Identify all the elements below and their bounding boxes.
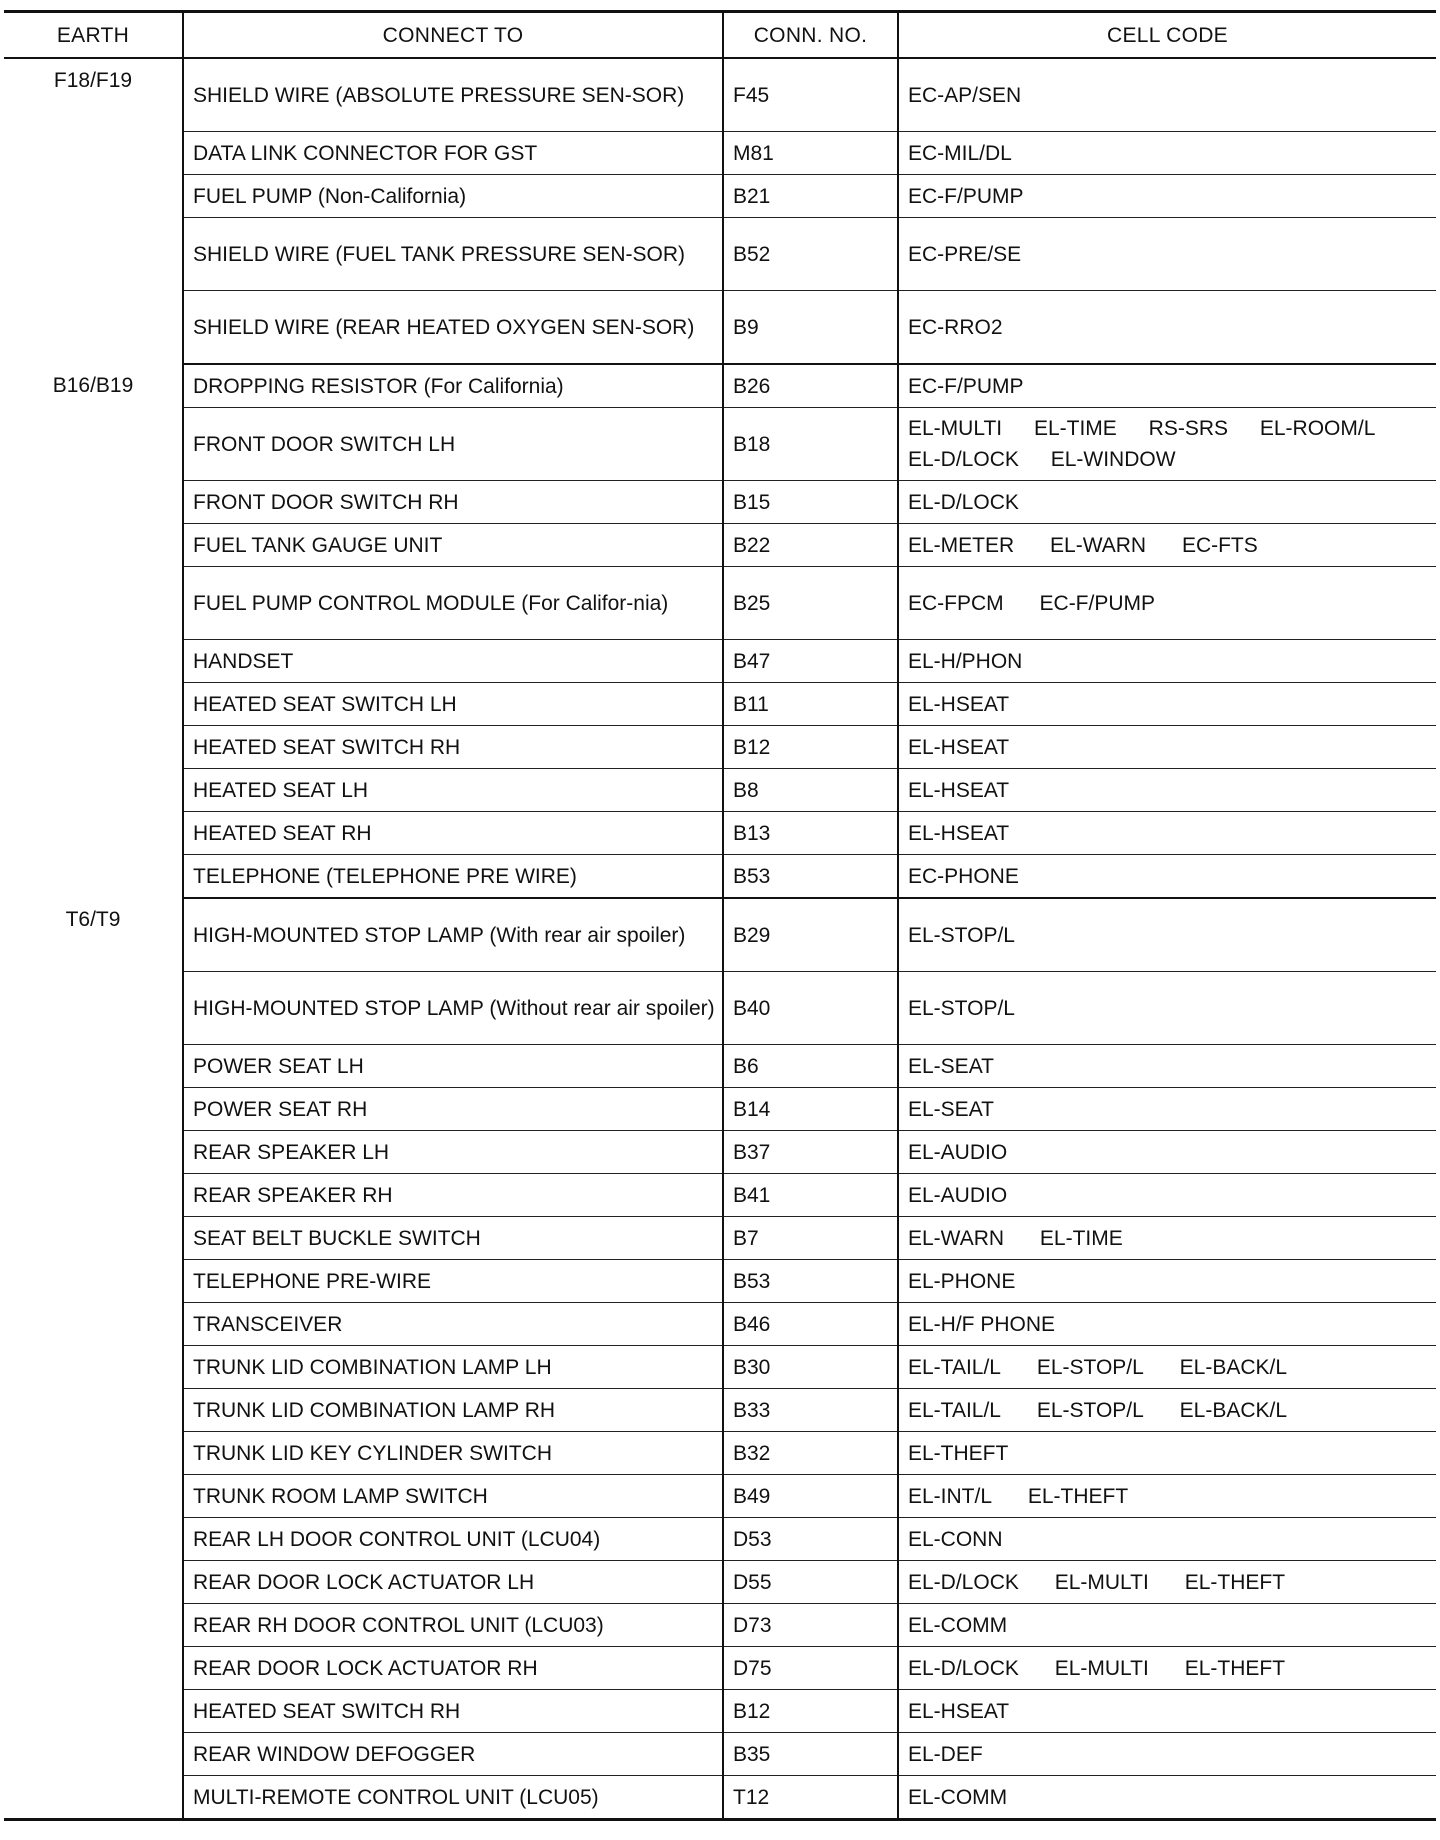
connect-to-cell: FUEL PUMP CONTROL MODULE (For Califor-nia) (183, 567, 723, 640)
cell-code: EL-HSEAT (908, 735, 1010, 759)
conn-no-cell: B18 (723, 408, 898, 481)
conn-no-cell: M81 (723, 132, 898, 175)
connect-to-cell: HEATED SEAT SWITCH RH (183, 726, 723, 769)
cell-code-cell (898, 1518, 1436, 1561)
table-row (4, 898, 1436, 972)
cell-code: EL-HSEAT (908, 692, 1010, 716)
cell-code: EL-INT/L (908, 1484, 993, 1508)
conn-no-cell: B8 (723, 769, 898, 812)
conn-no-cell: B11 (723, 683, 898, 726)
connect-to-cell: TRUNK ROOM LAMP SWITCH (183, 1475, 723, 1518)
cell-code-cell (898, 726, 1436, 769)
connect-to-cell: TRUNK LID KEY CYLINDER SWITCH (183, 1432, 723, 1475)
table-row (4, 524, 1436, 567)
conn-no-cell: B15 (723, 481, 898, 524)
table-row (4, 1561, 1436, 1604)
cell-code-cell (898, 1217, 1436, 1260)
earth-connector-document (4, 10, 1440, 1821)
conn-no-cell: B14 (723, 1088, 898, 1131)
cell-code-cell (898, 898, 1436, 972)
connect-to-cell: HEATED SEAT SWITCH LH (183, 683, 723, 726)
connect-to-cell: TRUNK LID COMBINATION LAMP LH (183, 1346, 723, 1389)
connect-to-cell: REAR DOOR LOCK ACTUATOR LH (183, 1561, 723, 1604)
cell-code-cell (898, 855, 1436, 899)
conn-no-cell: B12 (723, 1690, 898, 1733)
cell-code-cell (898, 1303, 1436, 1346)
cell-code-cell (898, 1346, 1436, 1389)
cell-code: EL-ROOM/L (1259, 417, 1376, 440)
cell-code: EL-D/LOCK (908, 1656, 1019, 1680)
conn-no-cell: B53 (723, 855, 898, 899)
conn-no-cell: B40 (723, 972, 898, 1045)
table-row (4, 812, 1436, 855)
connect-to-cell: REAR RH DOOR CONTROL UNIT (LCU03) (183, 1604, 723, 1647)
connect-to-cell: TELEPHONE (TELEPHONE PRE WIRE) (183, 855, 723, 899)
conn-no-cell: D75 (723, 1647, 898, 1690)
cell-code-cell (898, 132, 1436, 175)
cell-code: EL-DEF (908, 1742, 983, 1766)
conn-no-cell: B21 (723, 175, 898, 218)
cell-code: EC-MIL/DL (908, 141, 1012, 165)
table-row (4, 218, 1436, 291)
conn-no-cell: B46 (723, 1303, 898, 1346)
table-header (4, 12, 1436, 59)
cell-code: EL-D/LOCK (908, 490, 1019, 514)
cell-code: EL-TAIL/L (908, 1355, 1001, 1379)
cell-code-cell (898, 1647, 1436, 1690)
table-row (4, 683, 1436, 726)
cell-code: EL-THEFT (1027, 1484, 1129, 1508)
cell-code: EL-THEFT (908, 1441, 1009, 1465)
cell-code: EC-F/PUMP (908, 184, 1024, 208)
conn-no-cell: B25 (723, 567, 898, 640)
connect-to-cell: SHIELD WIRE (FUEL TANK PRESSURE SEN-SOR) (183, 218, 723, 291)
connect-to-cell: FRONT DOOR SWITCH LH (183, 408, 723, 481)
table-row (4, 1131, 1436, 1174)
connect-to-cell: REAR WINDOW DEFOGGER (183, 1733, 723, 1776)
cell-code-cell (898, 524, 1436, 567)
connect-to-cell: FRONT DOOR SWITCH RH (183, 481, 723, 524)
cell-code: EL-SEAT (908, 1054, 994, 1078)
cell-code: EL-STOP/L (1036, 1398, 1144, 1422)
table-row (4, 726, 1436, 769)
connect-to-cell: SHIELD WIRE (ABSOLUTE PRESSURE SEN-SOR) (183, 58, 723, 132)
connect-to-cell: HIGH-MOUNTED STOP LAMP (With rear air spoiler) (183, 898, 723, 972)
cell-code-cell (898, 1432, 1436, 1475)
connect-to-cell: FUEL TANK GAUGE UNIT (183, 524, 723, 567)
connect-to-cell: POWER SEAT LH (183, 1045, 723, 1088)
connect-to-cell: DROPPING RESISTOR (For California) (183, 364, 723, 408)
table-row (4, 1045, 1436, 1088)
cell-code: EC-AP/SEN (908, 83, 1022, 107)
cell-code: EL-AUDIO (908, 1183, 1008, 1207)
conn-no-cell: B30 (723, 1346, 898, 1389)
table-row (4, 175, 1436, 218)
table-row (4, 1217, 1436, 1260)
earth-point-cell: T6/T9 (4, 898, 183, 1820)
cell-code-cell (898, 1131, 1436, 1174)
table-body (4, 58, 1436, 1820)
table-row (4, 1690, 1436, 1733)
cell-code-cell (898, 364, 1436, 408)
conn-no-cell: B33 (723, 1389, 898, 1432)
header-row (4, 12, 1436, 59)
cell-code-cell (898, 567, 1436, 640)
cell-code-cell (898, 683, 1436, 726)
conn-no-cell: B6 (723, 1045, 898, 1088)
cell-code: EL-HSEAT (908, 821, 1010, 845)
cell-code-cell (898, 1088, 1436, 1131)
cell-code-cell (898, 175, 1436, 218)
conn-no-cell: B29 (723, 898, 898, 972)
conn-no-cell: B37 (723, 1131, 898, 1174)
cell-code-cell (898, 408, 1436, 481)
cell-code: EL-H/F PHONE (908, 1312, 1056, 1336)
connect-to-cell: HANDSET (183, 640, 723, 683)
table-row (4, 364, 1436, 408)
cell-code: EL-H/PHON (908, 649, 1023, 673)
conn-no-cell: B13 (723, 812, 898, 855)
table-row (4, 640, 1436, 683)
conn-no-cell: B7 (723, 1217, 898, 1260)
earth-point-cell: F18/F19 (4, 58, 183, 364)
connect-to-cell: DATA LINK CONNECTOR FOR GST (183, 132, 723, 175)
conn-no-cell: B12 (723, 726, 898, 769)
connect-to-cell: REAR DOOR LOCK ACTUATOR RH (183, 1647, 723, 1690)
conn-no-cell: B22 (723, 524, 898, 567)
cell-code: EC-PHONE (908, 864, 1019, 888)
table-row (4, 1389, 1436, 1432)
cell-code-cell (898, 1260, 1436, 1303)
cell-code: EL-WARN (1050, 533, 1147, 557)
cell-code: EL-CONN (908, 1527, 1003, 1551)
cell-code: EL-THEFT (1184, 1656, 1286, 1680)
table-row (4, 1475, 1436, 1518)
table-row (4, 1518, 1436, 1561)
table-row (4, 58, 1436, 132)
cell-code: EL-TIME (1033, 417, 1117, 440)
cell-code: EL-AUDIO (908, 1140, 1008, 1164)
conn-no-cell: D55 (723, 1561, 898, 1604)
connect-to-cell: TRANSCEIVER (183, 1303, 723, 1346)
cell-code-cell (898, 1045, 1436, 1088)
table-row (4, 481, 1436, 524)
table-row (4, 1733, 1436, 1776)
cell-code: RS-SRS (1148, 417, 1229, 440)
conn-no-cell: F45 (723, 58, 898, 132)
connect-to-cell: HIGH-MOUNTED STOP LAMP (Without rear air spoiler) (183, 972, 723, 1045)
connect-to-cell: REAR SPEAKER RH (183, 1174, 723, 1217)
connect-to-cell: TELEPHONE PRE-WIRE (183, 1260, 723, 1303)
cell-code-cell (898, 291, 1436, 365)
cell-code: EC-PRE/SE (908, 242, 1022, 266)
cell-code: EL-STOP/L (1036, 1355, 1144, 1379)
cell-code: EL-WINDOW (1050, 448, 1176, 471)
table-row (4, 769, 1436, 812)
cell-code: EL-COMM (908, 1785, 1008, 1809)
table-row (4, 567, 1436, 640)
table-row (4, 855, 1436, 899)
cell-code-cell (898, 1475, 1436, 1518)
cell-code: EL-SEAT (908, 1097, 994, 1121)
cell-code: EL-TIME (1039, 1226, 1123, 1250)
table-row (4, 1346, 1436, 1389)
connect-to-cell: HEATED SEAT SWITCH RH (183, 1690, 723, 1733)
cell-code: EL-COMM (908, 1613, 1008, 1637)
connect-to-cell: SHIELD WIRE (REAR HEATED OXYGEN SEN-SOR) (183, 291, 723, 365)
table-row (4, 1303, 1436, 1346)
cell-code: EL-D/LOCK (908, 1570, 1019, 1594)
cell-code-cell (898, 58, 1436, 132)
cell-code: EC-FTS (1181, 533, 1258, 557)
conn-no-cell: B49 (723, 1475, 898, 1518)
header-earth: EARTH (4, 12, 183, 59)
cell-code: EC-RRO2 (908, 315, 1003, 339)
cell-code-cell (898, 812, 1436, 855)
connect-to-cell: HEATED SEAT RH (183, 812, 723, 855)
connect-to-cell: HEATED SEAT LH (183, 769, 723, 812)
cell-code-cell (898, 1174, 1436, 1217)
table-row (4, 972, 1436, 1045)
cell-code: EL-MULTI (1054, 1570, 1149, 1594)
table-row (4, 1647, 1436, 1690)
cell-code-cell (898, 218, 1436, 291)
table-row (4, 132, 1436, 175)
cell-code-cell (898, 1604, 1436, 1647)
conn-no-cell: B41 (723, 1174, 898, 1217)
cell-code: EL-HSEAT (908, 778, 1010, 802)
header-cell-code: CELL CODE (898, 12, 1436, 59)
cell-code-cell (898, 1776, 1436, 1820)
table-row (4, 408, 1436, 481)
cell-code: EL-HSEAT (908, 1699, 1010, 1723)
cell-code: EC-F/PUMP (908, 374, 1024, 398)
cell-code: EL-THEFT (1184, 1570, 1286, 1594)
conn-no-cell: D73 (723, 1604, 898, 1647)
table-row (4, 1260, 1436, 1303)
cell-code-cell (898, 1733, 1436, 1776)
conn-no-cell: B35 (723, 1733, 898, 1776)
connect-to-cell: REAR SPEAKER LH (183, 1131, 723, 1174)
cell-code: EL-PHONE (908, 1269, 1016, 1293)
table-row (4, 1174, 1436, 1217)
connect-to-cell: REAR LH DOOR CONTROL UNIT (LCU04) (183, 1518, 723, 1561)
connect-to-cell: TRUNK LID COMBINATION LAMP RH (183, 1389, 723, 1432)
conn-no-cell: B53 (723, 1260, 898, 1303)
connect-to-cell: MULTI-REMOTE CONTROL UNIT (LCU05) (183, 1776, 723, 1820)
cell-code-cell (898, 972, 1436, 1045)
table-row (4, 291, 1436, 365)
connect-to-cell: FUEL PUMP (Non-California) (183, 175, 723, 218)
cell-code: EL-TAIL/L (908, 1398, 1001, 1422)
header-conn-no: CONN. NO. (723, 12, 898, 59)
cell-code: EL-STOP/L (908, 996, 1015, 1020)
cell-code-cell (898, 1690, 1436, 1733)
cell-code: EL-BACK/L (1179, 1398, 1288, 1422)
conn-no-cell: B9 (723, 291, 898, 365)
cell-code-cell (898, 1561, 1436, 1604)
cell-code-cell (898, 769, 1436, 812)
earth-point-cell: B16/B19 (4, 364, 183, 898)
conn-no-cell: B47 (723, 640, 898, 683)
conn-no-cell: T12 (723, 1776, 898, 1820)
conn-no-cell: D53 (723, 1518, 898, 1561)
cell-code: EL-STOP/L (908, 923, 1015, 947)
cell-code: EL-MULTI (1054, 1656, 1149, 1680)
conn-no-cell: B32 (723, 1432, 898, 1475)
cell-code: EL-WARN (908, 1226, 1005, 1250)
cell-code: EL-BACK/L (1179, 1355, 1288, 1379)
cell-code-cell (898, 640, 1436, 683)
connect-to-cell: SEAT BELT BUCKLE SWITCH (183, 1217, 723, 1260)
conn-no-cell: B52 (723, 218, 898, 291)
cell-code-cell (898, 481, 1436, 524)
cell-code: EC-F/PUMP (1039, 591, 1156, 615)
connect-to-cell: POWER SEAT RH (183, 1088, 723, 1131)
conn-no-cell: B26 (723, 364, 898, 408)
table-row (4, 1776, 1436, 1820)
cell-code: EL-METER (908, 533, 1015, 557)
table-row (4, 1088, 1436, 1131)
cell-code-cell (898, 1389, 1436, 1432)
cell-code: EC-FPCM (908, 591, 1004, 615)
header-connect-to: CONNECT TO (183, 12, 723, 59)
earth-connector-table (4, 10, 1436, 1821)
cell-code: EL-D/LOCK (908, 448, 1019, 471)
table-row (4, 1432, 1436, 1475)
cell-code: EL-MULTI (908, 417, 1003, 440)
table-row (4, 1604, 1436, 1647)
